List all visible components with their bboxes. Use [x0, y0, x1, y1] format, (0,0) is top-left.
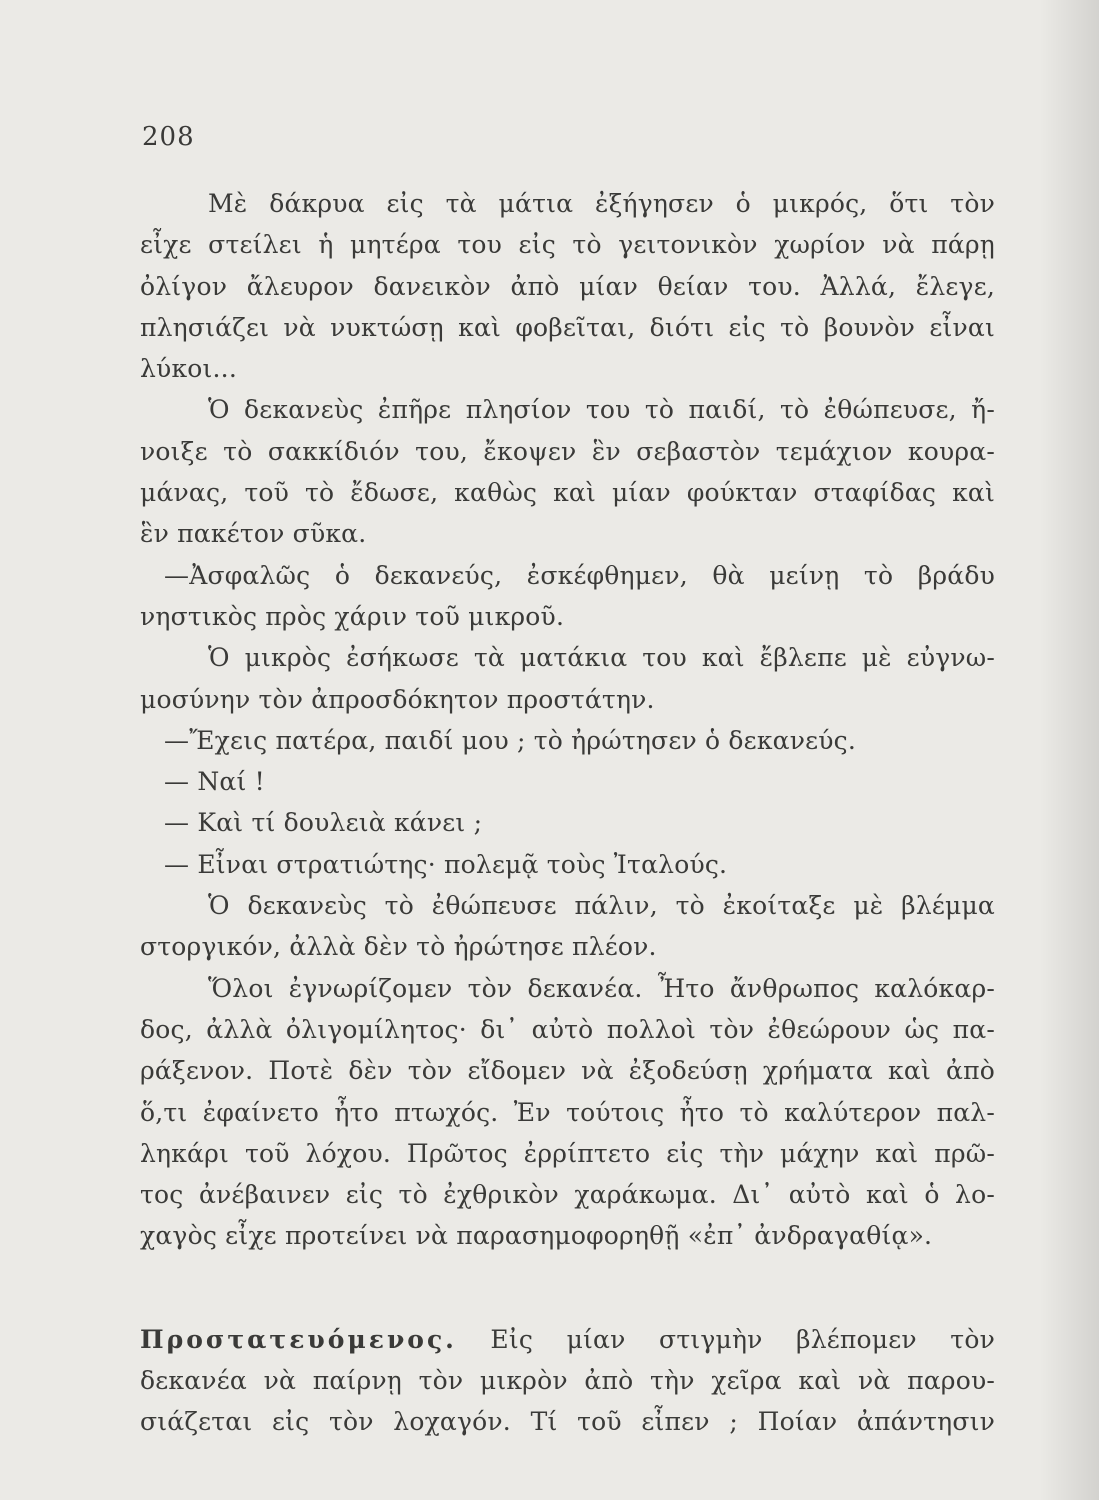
dialog-line: — Καὶ τί δουλειὰ κάνει ; [164, 808, 483, 838]
dialog-line: — Ναί ! [164, 767, 265, 797]
text-line: ληκάρι τοῦ λόχου. Πρῶτος ἐρρίπτετο εἰς τὴν μάχην καὶ πρῶ- [140, 1138, 995, 1168]
text-line: Ὁ δεκανεὺς τὸ ἐθώπευσε πάλιν, τὸ ἐκοίταξε μὲ βλέμμα [208, 891, 995, 921]
section-gap [140, 1257, 995, 1319]
text-line: στοργικόν, ἀλλὰ δὲν τὸ ἠρώτησε πλέον. [140, 932, 657, 962]
text-line: Ὁ δεκανεὺς ἐπῆρε πλησίον του τὸ παιδί, τὸ ἐθώπευσε, ἤ- [208, 395, 995, 425]
text-line: μάνας, τοῦ τὸ ἔδωσε, καθὼς καὶ μίαν φούκταν σταφίδας καὶ [140, 478, 995, 508]
body-text [140, 183, 995, 1443]
text-line: Μὲ δάκρυα εἰς τὰ μάτια ἐξήγησεν ὁ μικρός, ὅτι τὸν [208, 189, 995, 218]
text-line: ἓν πακέτον σῦκα. [140, 519, 367, 549]
text-line: ὀλίγον ἄλευρον δανεικὸν ἀπὸ μίαν θείαν του. Ἀλλά, ἔλεγε, [140, 271, 995, 301]
dialog-line: —Ἔχεις πατέρα, παιδί μου ; τὸ ἠρώτησεν ὁ δεκανεύς. [164, 725, 857, 755]
text-line: σιάζεται εἰς τὸν λοχαγόν. Τί τοῦ εἶπεν ; Ποίαν ἀπάντησιν [140, 1407, 995, 1437]
text-line: ράξενον. Ποτὲ δὲν τὸν εἴδομεν νὰ ἐξοδεύσῃ χρήματα καὶ ἀπὸ [140, 1056, 995, 1086]
dialog-line: —Ἀσφαλῶς ὁ δεκανεύς, ἐσκέφθημεν, θὰ μείνῃ τὸ βράδυ [164, 560, 995, 590]
text-line: πλησιάζει νὰ νυκτώσῃ καὶ φοβεῖται, διότι εἰς τὸ βουνὸν εἶναι [140, 312, 995, 342]
dialog-line: — Εἶναι στρατιώτης· πολεμᾷ τοὺς Ἰταλούς. [164, 849, 728, 879]
text-line: εἶχε στείλει ἡ μητέρα του εἰς τὸ γειτονικὸν χωρίον νὰ πάρῃ [140, 230, 995, 260]
section-first-line-text: Εἰς μίαν στιγμὴν βλέπομεν τὸν [490, 1324, 995, 1354]
text-line: τος ἀνέβαινεν εἰς τὸ ἐχθρικὸν χαράκωμα. Δι᾿ αὐτὸ καὶ ὁ λο- [140, 1180, 995, 1210]
text-line: νοιξε τὸ σακκίδιόν του, ἔκοψεν ἓν σεβαστὸν τεμάχιον κουρα- [140, 436, 995, 466]
section-heading: Προστατευόμενος. [140, 1324, 457, 1354]
text-line: μοσύνην τὸν ἀπροσδόκητον προστάτην. [140, 684, 655, 714]
text-line: λύκοι... [140, 354, 237, 384]
text-line: Ὅλοι ἐγνωρίζομεν τὸν δεκανέα. Ἦτο ἄνθρωπος καλόκαρ- [208, 973, 995, 1003]
text-line: νηστικὸς πρὸς χάριν τοῦ μικροῦ. [140, 601, 565, 631]
text-line: Ὁ μικρὸς ἐσήκωσε τὰ ματάκια του καὶ ἔβλεπε μὲ εὐγνω- [208, 643, 995, 673]
text-line: δεκανέα νὰ παίρνῃ τὸν μικρὸν ἀπὸ τὴν χεῖρα καὶ νὰ παρου- [140, 1366, 995, 1396]
section-first-line [140, 1319, 995, 1360]
text-line: ὅ,τι ἐφαίνετο ἦτο πτωχός. Ἐν τούτοις ἦτο τὸ καλύτερον παλ- [140, 1097, 995, 1127]
text-line: χαγὸς εἶχε προτείνει νὰ παρασημοφορηθῇ «ἐπ᾿ ἀνδραγαθίᾳ». [140, 1221, 933, 1251]
page-gutter-shadow [1039, 0, 1099, 1500]
text-line: δος, ἀλλὰ ὀλιγομίλητος· δι᾿ αὐτὸ πολλοὶ τὸν ἐθεώρουν ὡς πα- [140, 1014, 995, 1044]
page-number: 208 [142, 122, 195, 152]
